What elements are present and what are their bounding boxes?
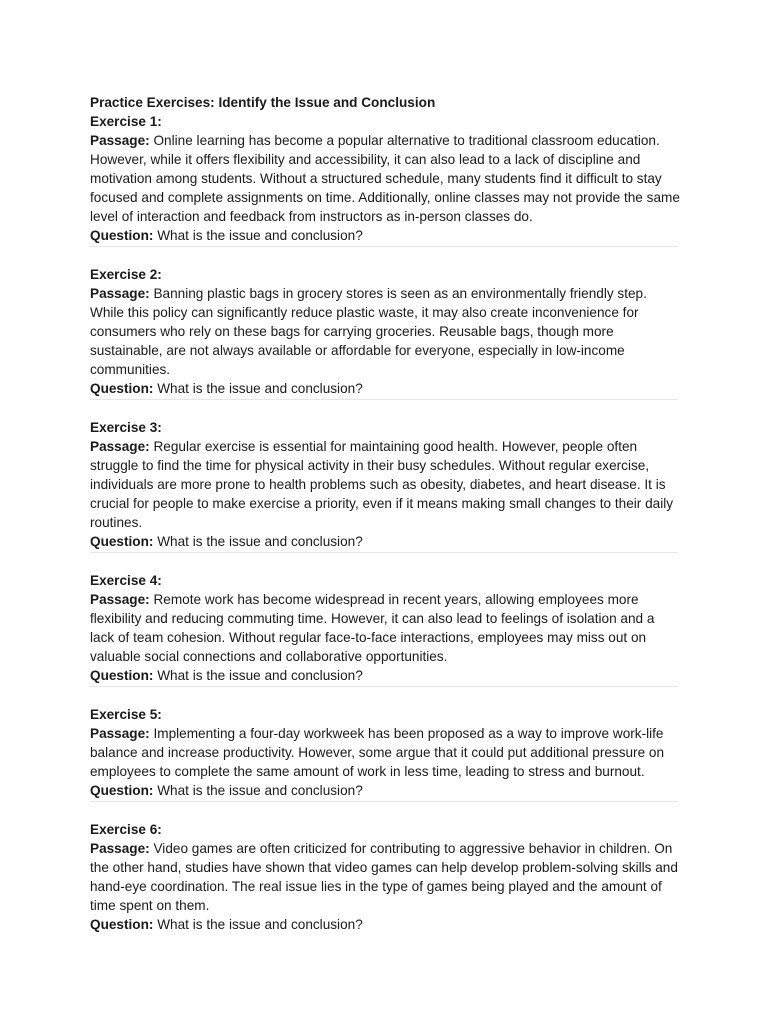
exercise-passage (90, 839, 680, 915)
passage-label: Passage: (90, 133, 150, 148)
passage-text: Regular exercise is essential for maintaining good health. However, people often struggle to find the time for physical activity in their busy schedules. Without regular exercise, individuals are more prone to health problems such as obesity, diabetes, and heart disease. It is crucial for people to make exercise a priority, even if it means making small changes to their daily routines. (90, 439, 674, 530)
passage-label: Passage: (90, 726, 150, 741)
exercise-passage (90, 724, 680, 781)
passage-label: Passage: (90, 841, 150, 856)
exercise-passage (90, 131, 680, 226)
exercise-6 (90, 820, 680, 934)
exercise-3 (90, 418, 680, 553)
exercise-heading: Exercise 3: (90, 420, 162, 435)
question-label: Question: (90, 381, 154, 396)
question-text: What is the issue and conclusion? (157, 381, 363, 396)
question-text: What is the issue and conclusion? (157, 534, 363, 549)
passage-label: Passage: (90, 439, 150, 454)
question-label: Question: (90, 534, 154, 549)
question-label: Question: (90, 917, 154, 932)
exercise-passage (90, 590, 680, 666)
exercise-heading: Exercise 6: (90, 822, 162, 837)
passage-label: Passage: (90, 592, 150, 607)
passage-text: Implementing a four-day workweek has been proposed as a way to improve work-life balance and increase productivity. However, some argue that it could put additional pressure on employees to complete the same amount of work in less time, leading to stress and burnout. (90, 726, 665, 779)
exercise-question (90, 532, 680, 551)
document-title: Practice Exercises: Identify the Issue and Conclusion (90, 95, 436, 110)
exercise-4 (90, 571, 680, 687)
passage-text: Online learning has become a popular alternative to traditional classroom education. However, while it offers flexibility and accessibility, it can also lead to a lack of discipline and motivation among students. Without a structured schedule, many students find it difficult to stay focused and complete assignments on time. Additionally, online classes may not provide the same level of interaction and feedback from instructors as in-person classes do. (90, 133, 680, 224)
section-divider (90, 399, 678, 400)
question-text: What is the issue and conclusion? (157, 668, 363, 683)
section-divider (90, 552, 678, 553)
passage-text: Remote work has become widespread in recent years, allowing employees more flexibility and reducing commuting time. However, it can also lead to feelings of isolation and a lack of team cohesion. Without regular face-to-face interactions, employees may miss out on valuable social connections and collaborative opportunities. (90, 592, 655, 664)
passage-text: Video games are often criticized for contributing to aggressive behavior in children. On the other hand, studies have shown that video games can help develop problem-solving skills and hand-eye coordination. The real issue lies in the type of games being played and the amount of time spent on them. (90, 841, 678, 913)
passage-text: Banning plastic bags in grocery stores is seen as an environmentally friendly step. While this policy can significantly reduce plastic waste, it may also create inconvenience for consumers who rely on these bags for carrying groceries. Reusable bags, though more sustainable, are not always available or affordable for everyone, especially in low-income communities. (90, 286, 647, 377)
exercise-heading: Exercise 4: (90, 573, 162, 588)
exercise-heading: Exercise 1: (90, 114, 162, 129)
exercise-question (90, 781, 680, 800)
question-text: What is the issue and conclusion? (157, 783, 363, 798)
question-label: Question: (90, 228, 154, 243)
exercise-2 (90, 265, 680, 400)
question-label: Question: (90, 783, 154, 798)
question-text: What is the issue and conclusion? (157, 228, 363, 243)
exercise-passage (90, 437, 680, 532)
exercise-passage (90, 284, 680, 379)
question-text: What is the issue and conclusion? (157, 917, 363, 932)
exercise-5 (90, 705, 680, 802)
exercise-heading: Exercise 2: (90, 267, 162, 282)
section-divider (90, 686, 678, 687)
exercise-question (90, 666, 680, 685)
exercise-1 (90, 112, 680, 247)
exercise-question (90, 915, 680, 934)
question-label: Question: (90, 668, 154, 683)
exercise-question (90, 226, 680, 245)
exercise-question (90, 379, 680, 398)
passage-label: Passage: (90, 286, 150, 301)
section-divider (90, 246, 678, 247)
exercise-heading: Exercise 5: (90, 707, 162, 722)
document-page (90, 93, 680, 934)
section-divider (90, 801, 678, 802)
